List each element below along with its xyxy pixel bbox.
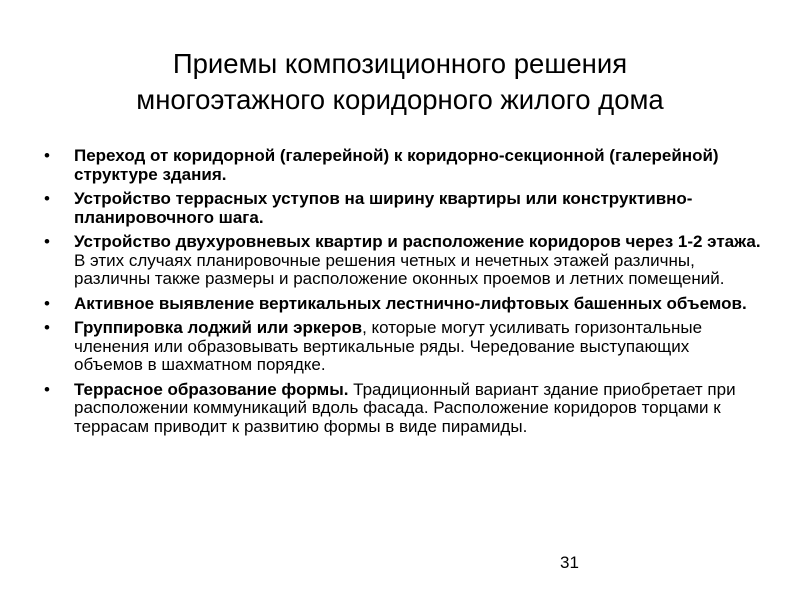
bullet-marker: • <box>44 146 50 165</box>
bullet-marker: • <box>44 293 50 313</box>
bullet-bold-text: Устройство террасных уступов на ширину квартиры или конструктивно-планировочного шага. <box>74 189 693 227</box>
bullet-item-1 <box>42 147 762 184</box>
bullet-normal-text: В этих случаях планировочные решения четных и нечетных этажей различны, различны также размеры и расположение оконных проемов и летних помещений. <box>74 250 725 288</box>
slide-title <box>60 46 740 118</box>
bullet-item-5 <box>42 319 762 375</box>
bullet-bold-text: Активное выявление вертикальных лестнично-лифтовых башенных объемов. <box>74 293 747 313</box>
bullet-bold-text: Группировка лоджий или эркеров <box>74 318 363 337</box>
bullet-bold-text: Переход от коридорной (галерейной) к коридорно-секционной (галерейной) структуре здания. <box>74 146 719 184</box>
bullet-bold-text: Террасное образование формы. <box>74 379 349 399</box>
bullet-item-2 <box>42 190 762 227</box>
slide-title-line-2: многоэтажного коридорного жилого дома <box>136 84 664 115</box>
bullet-normal-text: Традиционный вариант здание приобретает при расположении коммуникаций вдоль фасада. Расположение коридоров торцами к террасам приводит к развитию формы в виде пирамиды. <box>74 379 736 436</box>
bullet-item-6 <box>42 381 762 437</box>
bullet-list <box>42 147 762 442</box>
bullet-bold-text: Устройство двухуровневых квартир и расположение коридоров через 1-2 этажа. <box>74 232 761 251</box>
bullet-marker: • <box>44 232 50 251</box>
bullet-marker: • <box>44 379 50 399</box>
page-number: 31 <box>560 553 579 572</box>
bullet-item-3 <box>42 233 762 289</box>
bullet-item-4 <box>42 295 762 314</box>
bullet-marker: • <box>44 189 50 208</box>
bullet-normal-text: , которые могут усиливать горизонтальные членения или образовывать вертикальные ряды. Чередование выступающих объемов в шахматном порядке. <box>74 318 703 374</box>
bullet-marker: • <box>44 318 50 337</box>
slide-title-line-1: Приемы композиционного решения <box>172 48 628 79</box>
